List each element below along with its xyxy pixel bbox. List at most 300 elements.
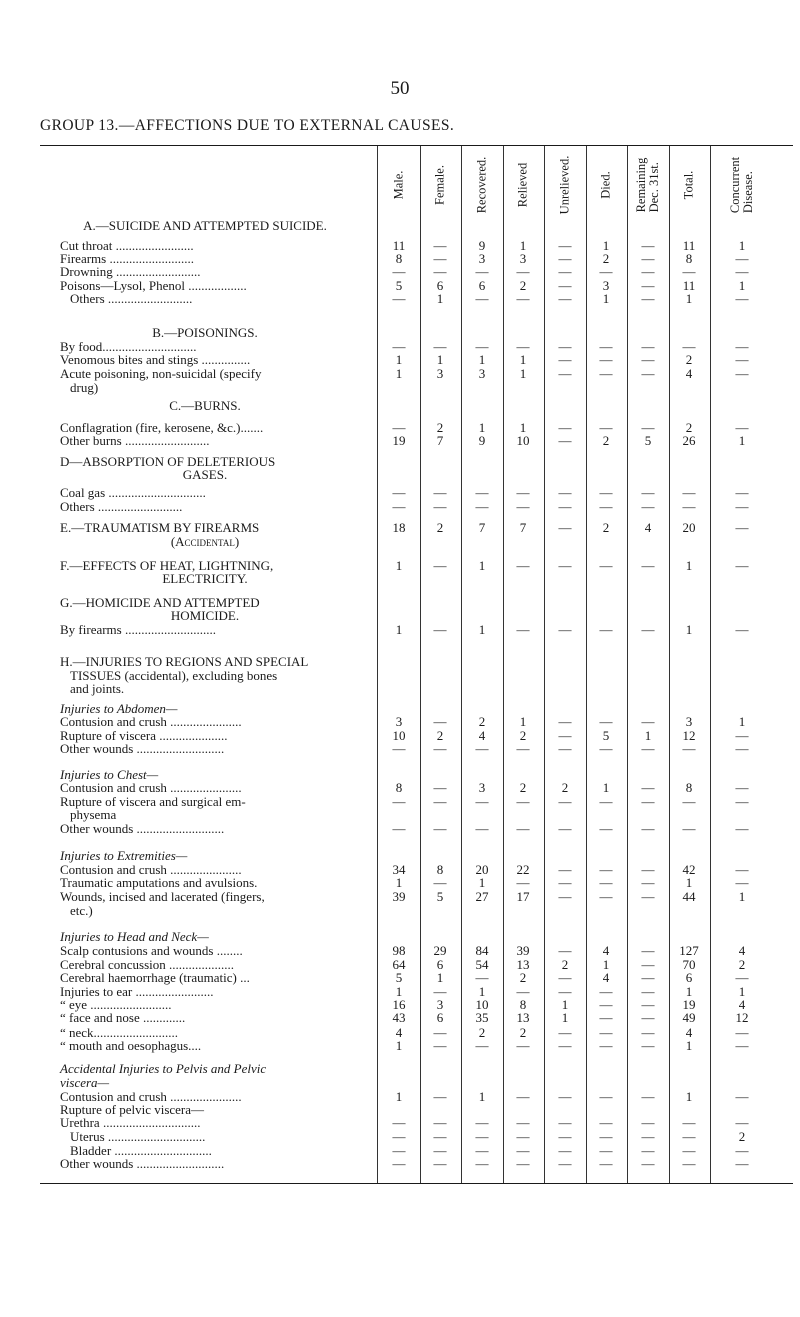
table-cell: 2 [602, 251, 610, 266]
table-cell: — [475, 794, 489, 809]
table-cell: — [433, 264, 447, 279]
row-label: Wounds, incised and lacerated (fingers, [60, 889, 265, 904]
row-label: Bladder .............................. [70, 1143, 212, 1158]
table-cell: — [558, 420, 572, 435]
table-cell: 1 [478, 352, 486, 367]
row-label: Uterus .............................. [70, 1129, 206, 1144]
table-cell: — [641, 1038, 655, 1053]
table-cell: 64 [392, 957, 406, 972]
column-header: Relieved [515, 162, 530, 208]
table-cell: 13 [516, 957, 530, 972]
table-cell: 5 [395, 970, 403, 985]
table-cell: — [558, 1038, 572, 1053]
table-cell: 1 [478, 622, 486, 637]
table-cell: — [641, 1156, 655, 1171]
table-cell: 8 [436, 862, 444, 877]
table-cell: — [558, 862, 572, 877]
table-cell: — [558, 278, 572, 293]
table-cell: — [682, 339, 696, 354]
table-cell: 2 [519, 728, 527, 743]
table-cell: 1 [519, 366, 527, 381]
row-label: C.—BURNS. [169, 398, 241, 413]
table-cell: 1 [478, 984, 486, 999]
table-cell: 8 [685, 780, 693, 795]
row-label: etc.) [70, 903, 93, 918]
table-cell: — [641, 1010, 655, 1025]
table-cell: 1 [738, 433, 746, 448]
table-cell: — [735, 794, 749, 809]
table-cell: — [516, 1129, 530, 1144]
table-cell: — [641, 1143, 655, 1158]
table-cell: 7 [436, 433, 444, 448]
row-label: Contusion and crush ...................... [60, 714, 242, 729]
table-cell: — [516, 1038, 530, 1053]
table-cell: 2 [561, 780, 569, 795]
table-cell: — [392, 1129, 406, 1144]
table-cell: — [641, 1025, 655, 1040]
table-cell: — [599, 875, 613, 890]
table-cell: — [641, 780, 655, 795]
row-label: Others .......................... [70, 291, 193, 306]
column-header: Total. [681, 170, 696, 200]
table-cell: 2 [602, 433, 610, 448]
table-cell: — [475, 821, 489, 836]
table-cell: 20 [475, 862, 489, 877]
table-cell: — [516, 1156, 530, 1171]
table-cell: 2 [685, 420, 693, 435]
table-cell: 1 [395, 1038, 403, 1053]
table-cell: 6 [436, 957, 444, 972]
table-cell: — [641, 485, 655, 500]
table-cell: — [558, 622, 572, 637]
table-cell: 49 [682, 1010, 696, 1025]
table-cell: — [599, 984, 613, 999]
table-cell: — [433, 251, 447, 266]
table-cell: 1 [436, 291, 444, 306]
table-cell: 6 [685, 970, 693, 985]
table-cell: 1 [395, 875, 403, 890]
row-label: Injuries to Chest— [60, 767, 159, 782]
table-cell: — [558, 714, 572, 729]
table-cell: 84 [475, 943, 489, 958]
table-cell: 2 [478, 1025, 486, 1040]
table-cell: — [433, 1025, 447, 1040]
table-cell: — [558, 875, 572, 890]
table-cell: 10 [392, 728, 406, 743]
table-cell: — [599, 499, 613, 514]
table-cell: — [599, 622, 613, 637]
table-cell: — [475, 339, 489, 354]
table-cell: 1 [685, 984, 693, 999]
row-label: Contusion and crush ...................... [60, 1089, 242, 1104]
table-cell: — [641, 264, 655, 279]
table-cell: 54 [475, 957, 489, 972]
row-label: Contusion and crush ...................... [60, 862, 242, 877]
row-label: “ eye ......................... [60, 997, 172, 1012]
row-label: By food............................. [60, 339, 197, 354]
table-cell: — [599, 264, 613, 279]
table-cell: — [599, 485, 613, 500]
row-label: Cerebral concussion .................... [60, 957, 235, 972]
table-cell: — [641, 366, 655, 381]
row-label: physema [70, 807, 117, 822]
table-cell: 2 [478, 714, 486, 729]
row-label: TISSUES (accidental), excluding bones [70, 668, 278, 683]
table-cell: — [433, 741, 447, 756]
table-cell: 1 [685, 291, 693, 306]
table-cell: 18 [392, 520, 406, 535]
table-cell: — [641, 889, 655, 904]
table-cell: — [516, 875, 530, 890]
table-cell: 1 [685, 1038, 693, 1053]
table-cell: — [475, 1115, 489, 1130]
table-cell: — [735, 264, 749, 279]
row-label: Poisons—Lysol, Phenol .................. [60, 278, 247, 293]
table-cell: — [516, 794, 530, 809]
table-cell: 10 [516, 433, 530, 448]
table-cell: — [475, 291, 489, 306]
table-cell: 1 [685, 622, 693, 637]
table-cell: — [641, 862, 655, 877]
table-cell: 19 [392, 433, 406, 448]
table-cell: — [682, 1143, 696, 1158]
table-cell: 1 [436, 970, 444, 985]
table-cell: 3 [685, 714, 693, 729]
table-cell: — [558, 1129, 572, 1144]
row-label: GASES. [182, 467, 228, 482]
table-cell: 2 [561, 957, 569, 972]
table-cell: 2 [436, 520, 444, 535]
table-cell: — [475, 1143, 489, 1158]
row-label: A.—SUICIDE AND ATTEMPTED SUICIDE. [83, 218, 327, 233]
table-cell: — [558, 520, 572, 535]
table-cell: — [558, 1115, 572, 1130]
table-cell: — [433, 794, 447, 809]
table-cell: — [641, 741, 655, 756]
row-label: Other wounds ........................... [60, 1156, 225, 1171]
table-cell: 1 [561, 997, 569, 1012]
table-cell: 1 [685, 1089, 693, 1104]
table-cell: — [641, 622, 655, 637]
table-cell: — [735, 366, 749, 381]
row-label: By firearms ............................ [60, 622, 216, 637]
table-cell: — [392, 1143, 406, 1158]
table-cell: — [475, 741, 489, 756]
row-label: Contusion and crush ...................... [60, 780, 242, 795]
table-cell: — [475, 264, 489, 279]
table-cell: 4 [644, 520, 652, 535]
table-cell: 1 [738, 278, 746, 293]
table-cell: — [475, 1156, 489, 1171]
table-cell: — [682, 485, 696, 500]
table-cell: — [641, 984, 655, 999]
row-label: “ mouth and oesophagus.... [60, 1038, 202, 1053]
table-cell: — [558, 1156, 572, 1171]
table-cell: — [641, 420, 655, 435]
row-label: F.—EFFECTS OF HEAT, LIGHTNING, [60, 558, 274, 573]
table-cell: — [392, 1115, 406, 1130]
table-cell: — [735, 420, 749, 435]
table-cell: 3 [436, 366, 444, 381]
row-label: Cerebral haemorrhage (traumatic) ... [60, 970, 250, 985]
table-cell: — [433, 780, 447, 795]
row-label: Injuries to Head and Neck— [60, 929, 209, 944]
table-cell: — [558, 264, 572, 279]
table-cell: — [475, 1038, 489, 1053]
table-cell: 2 [602, 520, 610, 535]
table-cell: 11 [392, 238, 406, 253]
row-label: “ neck.......................... [60, 1025, 179, 1040]
table-cell: 1 [738, 984, 746, 999]
table-cell: 4 [602, 970, 610, 985]
row-label: Accidental Injuries to Pelvis and Pelvic [60, 1061, 267, 1076]
table-cell: — [735, 1089, 749, 1104]
table-cell: 1 [478, 875, 486, 890]
table-cell: 39 [516, 943, 530, 958]
table-cell: — [641, 821, 655, 836]
row-label: Venomous bites and stings ............... [60, 352, 251, 367]
table-cell: 1 [685, 875, 693, 890]
row-label: (Accidental) [170, 534, 240, 549]
table-cell: — [641, 997, 655, 1012]
row-label: Rupture of viscera and surgical em- [60, 794, 246, 809]
table-cell: — [433, 1089, 447, 1104]
table-cell: 1 [519, 238, 527, 253]
table-cell: — [735, 558, 749, 573]
table-cell: 2 [685, 352, 693, 367]
table-cell: — [558, 291, 572, 306]
table-cell: — [516, 339, 530, 354]
table-cell: — [558, 741, 572, 756]
table-cell: — [392, 794, 406, 809]
table-cell: — [641, 714, 655, 729]
table-cell: 13 [516, 1010, 530, 1025]
table-cell: — [599, 794, 613, 809]
table-cell: 2 [436, 728, 444, 743]
table-cell: — [735, 875, 749, 890]
table-cell: 3 [478, 780, 486, 795]
row-label: Traumatic amputations and avulsions. [60, 875, 258, 890]
table-cell: — [641, 339, 655, 354]
table-cell: 7 [519, 520, 527, 535]
table-cell: — [735, 339, 749, 354]
table-cell: 1 [395, 352, 403, 367]
table-cell: 42 [682, 862, 696, 877]
table-cell: 1 [738, 714, 746, 729]
table-cell: — [735, 741, 749, 756]
table-cell: — [735, 821, 749, 836]
table-cell: — [516, 558, 530, 573]
table-cell: — [558, 970, 572, 985]
table-cell: — [599, 1156, 613, 1171]
table-cell: — [682, 499, 696, 514]
table-cell: — [433, 622, 447, 637]
table-cell: 5 [395, 278, 403, 293]
table-cell: — [392, 485, 406, 500]
table-cell: — [682, 1156, 696, 1171]
table-cell: — [433, 984, 447, 999]
table-cell: 1 [478, 558, 486, 573]
table-cell: — [392, 420, 406, 435]
table-cell: — [599, 1115, 613, 1130]
table-cell: — [682, 1115, 696, 1130]
table-cell: — [599, 1143, 613, 1158]
table-cell: — [558, 433, 572, 448]
row-label: Injuries to Abdomen— [60, 701, 178, 716]
table-cell: 3 [519, 251, 527, 266]
table-cell: 2 [738, 1129, 746, 1144]
table-cell: — [516, 291, 530, 306]
table-cell: 1 [395, 984, 403, 999]
table-cell: — [735, 622, 749, 637]
row-label: Urethra .............................. [60, 1115, 201, 1130]
table-cell: — [392, 821, 406, 836]
table-cell: 1 [395, 622, 403, 637]
table-cell: — [682, 1129, 696, 1144]
table-cell: 39 [392, 889, 406, 904]
table-cell: — [682, 741, 696, 756]
table-cell: — [558, 366, 572, 381]
table-cell: — [641, 291, 655, 306]
table-cell: 1 [602, 238, 610, 253]
table-cell: — [433, 821, 447, 836]
table-cell: 44 [682, 889, 696, 904]
table-cell: 6 [478, 278, 486, 293]
table-cell: — [599, 1089, 613, 1104]
table-cell: 2 [519, 970, 527, 985]
table-cell: 1 [478, 420, 486, 435]
row-label: Conflagration (fire, kerosene, &c.)....... [60, 420, 264, 435]
row-label: Acute poisoning, non-suicidal (specify [60, 366, 262, 381]
table-cell: — [433, 485, 447, 500]
table-cell: 9 [478, 433, 486, 448]
table-cell: 8 [685, 251, 693, 266]
table-cell: — [392, 1156, 406, 1171]
table-cell: 2 [738, 957, 746, 972]
table-cell: — [735, 1025, 749, 1040]
table-cell: — [516, 741, 530, 756]
table-cell: — [516, 1115, 530, 1130]
table-cell: 2 [519, 780, 527, 795]
table-cell: — [599, 420, 613, 435]
row-label: and joints. [70, 681, 125, 696]
table-cell: 27 [475, 889, 489, 904]
table-cell: — [599, 889, 613, 904]
table-cell: — [516, 1089, 530, 1104]
table-cell: — [599, 714, 613, 729]
table-cell: — [558, 339, 572, 354]
table-cell: — [735, 1115, 749, 1130]
table-cell: 1 [738, 889, 746, 904]
table-cell: 43 [392, 1010, 406, 1025]
row-label: Rupture of viscera ..................... [60, 728, 228, 743]
table-cell: — [475, 485, 489, 500]
table-cell: — [558, 984, 572, 999]
table-cell: 1 [395, 558, 403, 573]
table-cell: — [392, 741, 406, 756]
table-cell: 19 [682, 997, 696, 1012]
table-cell: 3 [395, 714, 403, 729]
table-cell: — [392, 264, 406, 279]
row-label: D—ABSORPTION OF DELETERIOUS [60, 454, 276, 469]
table-cell: — [641, 1129, 655, 1144]
table-cell: 1 [602, 957, 610, 972]
table-cell: 7 [478, 520, 486, 535]
table-cell: — [392, 339, 406, 354]
table-cell: 4 [738, 997, 746, 1012]
table-cell: — [392, 499, 406, 514]
table-cell: — [558, 558, 572, 573]
table-cell: — [641, 278, 655, 293]
table-cell: 1 [561, 1010, 569, 1025]
table-cell: 4 [738, 943, 746, 958]
table-cell: — [599, 1025, 613, 1040]
table-cell: — [475, 1129, 489, 1144]
table-cell: — [735, 352, 749, 367]
table-cell: — [433, 714, 447, 729]
table-cell: — [735, 1038, 749, 1053]
table-cell: 3 [602, 278, 610, 293]
table-cell: 1 [602, 291, 610, 306]
table-cell: — [599, 821, 613, 836]
table-cell: — [558, 943, 572, 958]
table-cell: — [735, 970, 749, 985]
table-cell: 11 [682, 238, 696, 253]
table-cell: 11 [682, 278, 696, 293]
table-cell: 2 [519, 1025, 527, 1040]
table-cell: — [641, 1115, 655, 1130]
table-cell: 1 [602, 780, 610, 795]
table-cell: 98 [392, 943, 406, 958]
column-header: Female. [432, 165, 447, 205]
table-cell: — [558, 499, 572, 514]
table-cell: — [735, 520, 749, 535]
table-cell: — [433, 1115, 447, 1130]
table-cell: — [433, 1156, 447, 1171]
table-cell: — [641, 499, 655, 514]
table-cell: — [641, 558, 655, 573]
table-cell: 26 [682, 433, 696, 448]
column-header: Recovered. [474, 156, 489, 214]
table-cell: 10 [475, 997, 489, 1012]
table-cell: — [558, 238, 572, 253]
column-header: Male. [391, 170, 406, 200]
table-cell: — [682, 794, 696, 809]
table-cell: — [641, 970, 655, 985]
table-cell: — [558, 251, 572, 266]
table-cell: 17 [516, 889, 530, 904]
table-cell: 1 [436, 352, 444, 367]
table-cell: — [516, 499, 530, 514]
table-cell: 12 [682, 728, 696, 743]
table-cell: 12 [735, 1010, 749, 1025]
table-cell: — [433, 339, 447, 354]
table-cell: — [516, 821, 530, 836]
row-label: Injuries to Extremities— [60, 848, 188, 863]
table-cell: — [735, 291, 749, 306]
row-label: H.—INJURIES TO REGIONS AND SPECIAL [60, 654, 309, 669]
table-cell: — [475, 970, 489, 985]
table-cell: — [641, 794, 655, 809]
table-cell: — [392, 291, 406, 306]
table-cell: — [475, 499, 489, 514]
table-cell: 1 [644, 728, 652, 743]
table-cell: 6 [436, 278, 444, 293]
table-cell: 4 [602, 943, 610, 958]
table-cell: 22 [516, 862, 530, 877]
table-cell: — [516, 984, 530, 999]
row-label: Others .......................... [60, 499, 183, 514]
